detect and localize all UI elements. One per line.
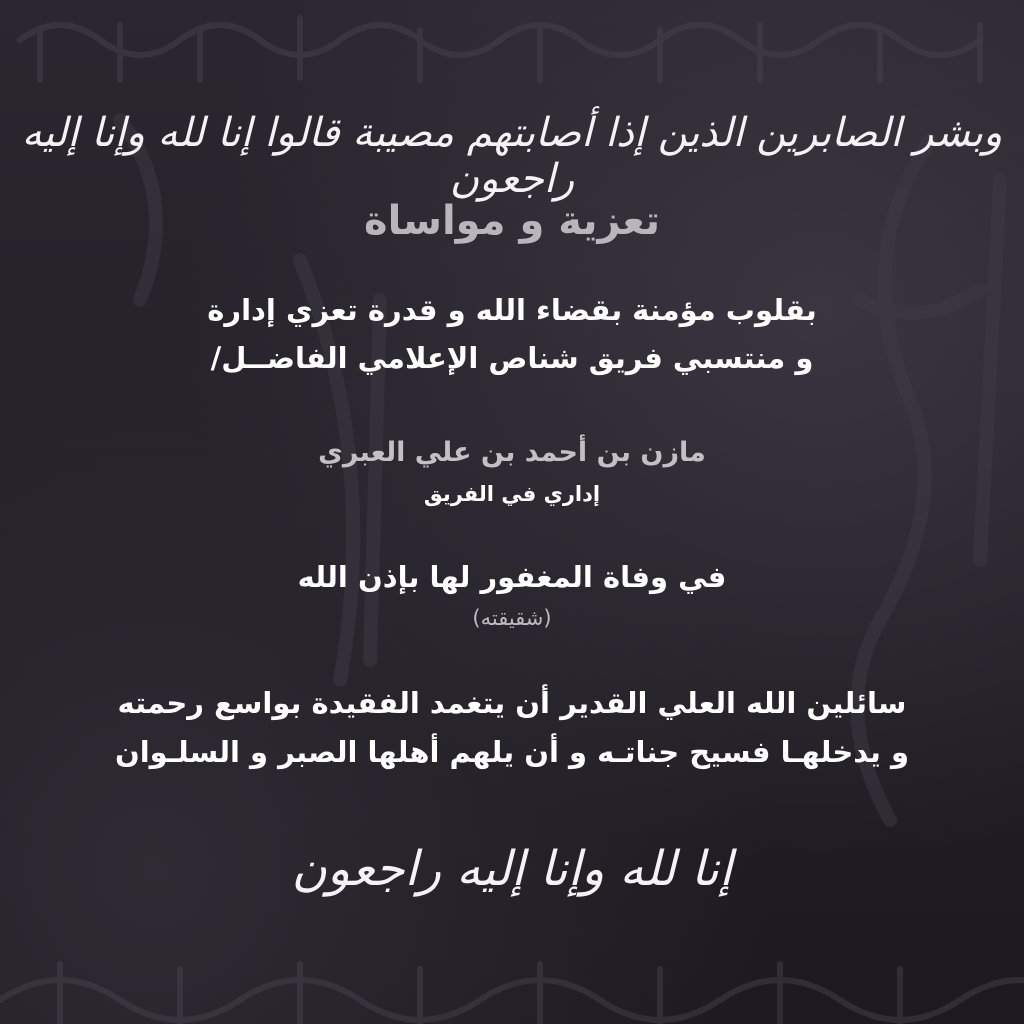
quran-verse-header: وبشر الصابرين الذين إذا أصابتهم مصيبة قالوا إنا لله وإنا إليه راجعون (21, 110, 1003, 202)
person-name: مازن بن أحمد بن علي العبري (318, 437, 706, 468)
person-role: إداري في الفريق (423, 482, 601, 506)
page-title: تعزية و مواساة (364, 198, 660, 244)
prayer-line-2: و يدخلهـا فسيح جناتـه و أن يلهم أهلها الصبر و السلـوان (114, 735, 910, 769)
intro-line-1: بقلوب مؤمنة بقضاء الله و قدرة تعزي إدارة (207, 293, 817, 327)
death-notice: في وفاة المغفور لها بإذن الله (297, 560, 727, 594)
deceased-relation: (شقيقته) (472, 606, 552, 630)
quran-verse-footer: إنا لله وإنا إليه راجعون (291, 841, 733, 897)
prayer-line-1: سائلين الله العلي القدير أن يتغمد الفقيدة بواسع رحمته (117, 686, 907, 720)
intro-line-2: و منتسبي فريق شناص الإعلامي الفاضــل/ (210, 341, 814, 375)
